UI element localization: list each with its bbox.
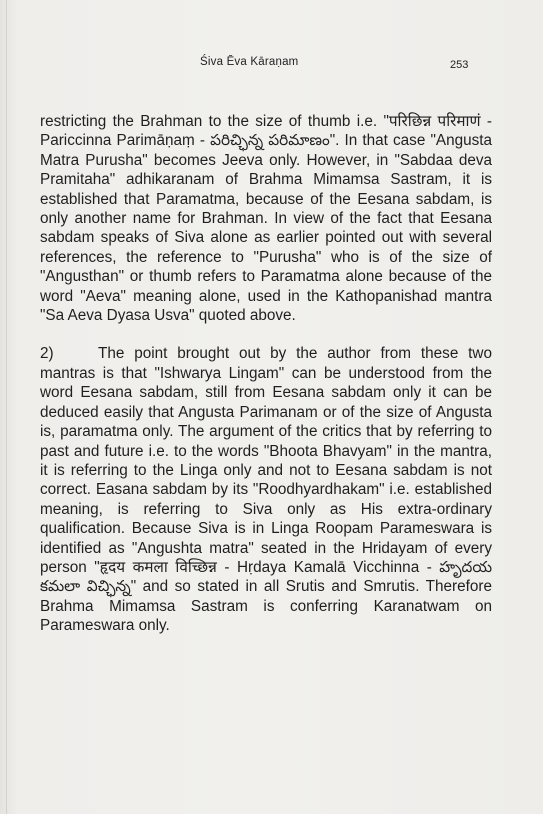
paragraph-2 (40, 344, 492, 635)
body-text (40, 112, 492, 636)
paragraph-2-text: The point brought out by the author from these two mantras is that "Ishwarya Lingam" can be understood from the word Eesana sabdam, still from Eesana sabdam only it can be deduced easily that Angusta Parimanam or of the size of Angusta is, paramatma only. The argument of the critics that by referring to past and future i.e. to the words "Bhoota Bhavyam" in the mantra, it is referring to the Linga only and not to Eesana sabdam is not correct. Easana sabdam by its "Roodhyardhakam" i.e. established meaning, is referring to Siva only as His extra-ordinary qualification. Because Siva is in Linga Roopam Parameswara is identified as "Angushta matra" seated in the Hridayam of every person "हृदय कमला विच्छिन्न - Hṛdaya Kamalā Vicchinna - హృదయ కమలా విచ్ఛిన్న" and so stated in all Srutis and Smrutis. Therefore Brahma Mimamsa Sastram is conferring Karanatwam on Parameswara only. (40, 345, 492, 635)
page-edge-shadow (6, 0, 7, 814)
page-number: 253 (450, 59, 469, 71)
running-title: Śiva Ēva Kāraṇam (200, 56, 299, 68)
paragraph-1 (40, 112, 492, 325)
paragraph-number: 2) (40, 345, 54, 363)
paragraph-1-text: restricting the Brahman to the size of thumb i.e. "परिछिन्न परिमाणं - Pariccinna Parimāṇaṃ - పరిచ్ఛిన్న పరిమాణం". In that case "Angusta Matra Purusha" becomes Jeeva only. However, in "Sabdaa deva Pramitaha" adhikaranam of Brahma Mimamsa Sastram, it is established that Paramatma, because of the Eesana sabdam, is only another name for Brahman. In view of the fact that Eesana sabdam speaks of Siva alone as earlier pointed out with several references, the reference to "Purusha" who is of the size of "Angusthan" or thumb refers to Paramatma alone because of the word "Aeva" meaning alone, used in the Kathopanishad mantra "Sa Aeva Dyasa Usva" quoted above. (40, 113, 492, 325)
page-header (0, 56, 543, 74)
